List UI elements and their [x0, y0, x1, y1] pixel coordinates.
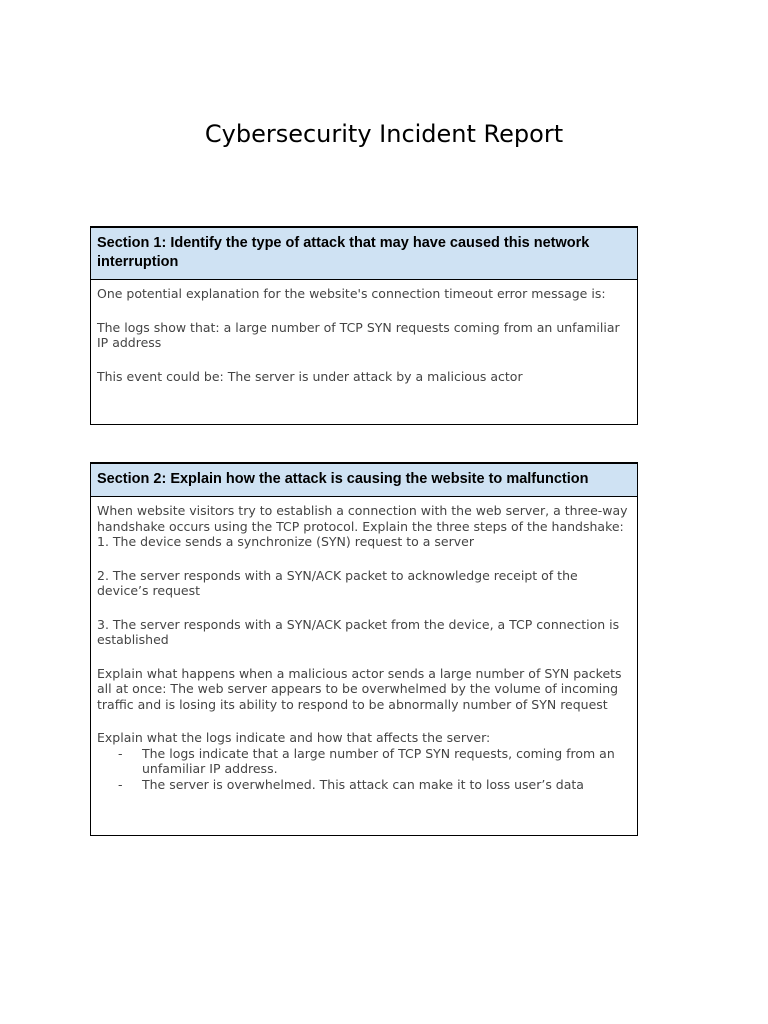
handshake-step-2: 2. The server responds with a SYN/ACK packet to acknowledge receipt of the device’s request	[97, 567, 578, 598]
section-2-body	[91, 497, 637, 798]
document-title: Cybersecurity Incident Report	[204, 120, 564, 148]
handshake-step-1: 1. The device sends a synchronize (SYN) request to a server	[97, 534, 474, 549]
handshake-step-3: 3. The server responds with a SYN/ACK packet from the device, a TCP connection is established	[97, 616, 620, 647]
section-2-intro: When website visitors try to establish a connection with the web server, a three-way handshake occurs using the TCP protocol. Explain the three steps of the handshake:	[97, 503, 628, 534]
list-item	[97, 777, 631, 793]
section-2-table	[90, 462, 638, 836]
logs-intro: Explain what the logs indicate and how that affects the server:	[97, 730, 491, 745]
section-1-explanation: One potential explanation for the website's connection timeout error message is:	[97, 286, 606, 301]
logs-bullet-list	[97, 746, 631, 793]
section-1-event: This event could be: The server is under attack by a malicious actor	[97, 368, 523, 384]
section-2-header: Section 2: Explain how the attack is causing the website to malfunction	[91, 464, 637, 497]
dash-bullet: -	[118, 745, 123, 761]
bullet-text: The server is overwhelmed. This attack can make it to loss user’s data	[142, 776, 584, 792]
dash-bullet: -	[118, 776, 123, 792]
malicious-actor-explanation: Explain what happens when a malicious actor sends a large number of SYN packets all at once: The web server appears to be overwhelmed by the volume of incoming traffic and is losing its ability to respond to be abnormally number of SYN request	[97, 665, 622, 712]
list-item	[97, 746, 631, 777]
section-1-logs-finding: The logs show that: a large number of TCP SYN requests coming from an unfamiliar IP address	[97, 319, 620, 350]
section-1-body	[91, 280, 637, 390]
section-1-table	[90, 226, 638, 425]
bullet-text: The logs indicate that a large number of TCP SYN requests, coming from an unfamiliar IP address.	[142, 745, 615, 776]
section-1-header: Section 1: Identify the type of attack that may have caused this network interruption	[91, 228, 637, 280]
